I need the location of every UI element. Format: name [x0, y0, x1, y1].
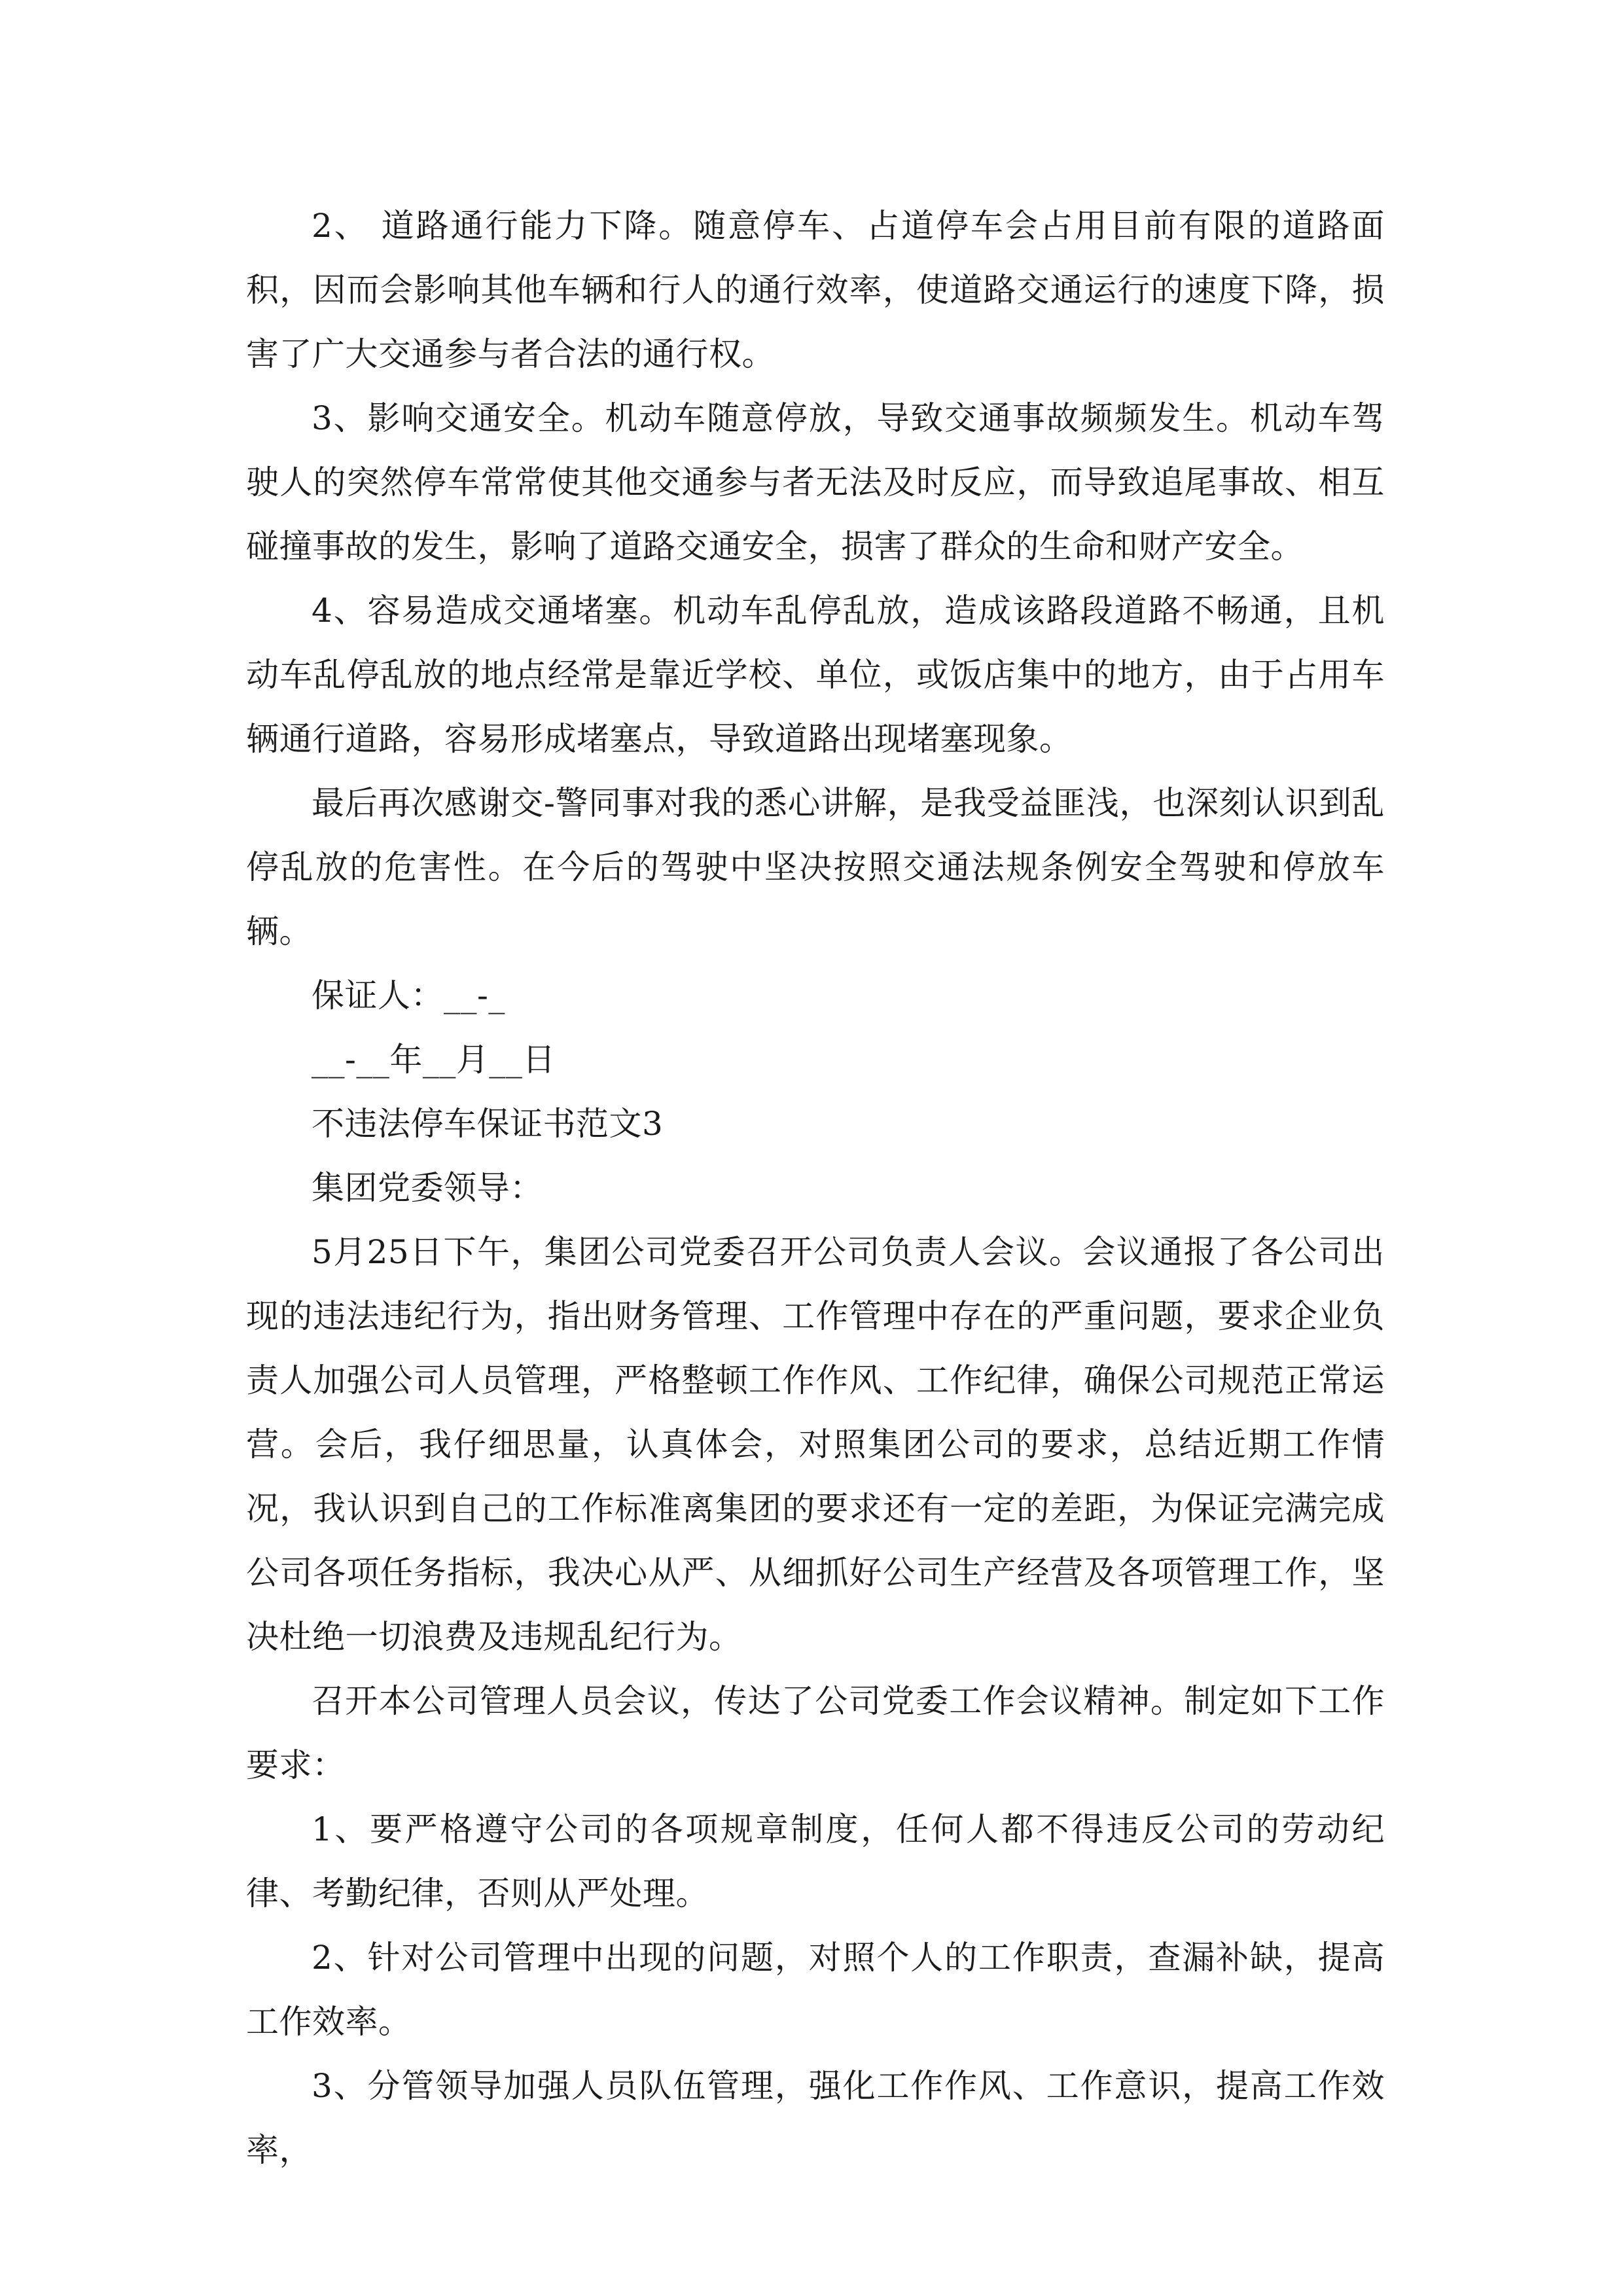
paragraph-meeting: 5月25日下午，集团公司党委召开公司负责人会议。会议通报了各公司出现的违法违纪行为，指出财务管理、工作管理中存在的严重问题，要求企业负责人加强公司人员管理，严格整顿工作作风、工作纪律，确保公司规范正常运营。会后，我仔细思量，认真体会，对照集团公司的要求，总结近期工作情况，我认识到自己的工作标准离集团的要求还有一定的差距，为保证完满完成公司各项任务指标，我决心从严、从细抓好公司生产经营及各项管理工作，坚决杜绝一切浪费及违规乱纪行为。 — [246, 1233, 1385, 1656]
salutation: 集团党委领导： — [312, 1169, 543, 1207]
paragraph-traffic-safety: 3、影响交通安全。机动车随意停放，导致交通事故频频发生。机动车驾驶人的突然停车常常使其他交通参与者无法及时反应，而导致追尾事故、相互碰撞事故的发生，影响了道路交通安全，损害了群众的生命和财产安全。 — [246, 399, 1385, 565]
section-title: 不违法停车保证书范文3 — [312, 1105, 664, 1143]
paragraph-traffic-congestion: 4、容易造成交通堵塞。机动车乱停乱放，造成该路段道路不畅通，且机动车乱停乱放的地点经常是靠近学校、单位，或饭店集中的地方，由于占用车辆通行道路，容易形成堵塞点，导致道路出现堵塞现象。 — [246, 592, 1385, 758]
paragraph-staff-meeting: 召开本公司管理人员会议，传达了公司党委工作会议精神。制定如下工作要求： — [246, 1682, 1385, 1784]
document-body — [246, 194, 1385, 2182]
requirement-item-3: 3、分管领导加强人员队伍管理，强化工作作风、工作意识，提高工作效率， — [246, 2067, 1385, 2169]
requirement-item-1: 1、要严格遵守公司的各项规章制度，任何人都不得违反公司的劳动纪律、考勤纪律，否则从严处理。 — [246, 1810, 1385, 1912]
requirement-item-2: 2、针对公司管理中出现的问题，对照个人的工作职责，查漏补缺，提高工作效率。 — [246, 1939, 1385, 2041]
paragraph-road-capacity: 2、 道路通行能力下降。随意停车、占道停车会占用目前有限的道路面积，因而会影响其他车辆和行人的通行效率，使道路交通运行的速度下降，损害了广大交通参与者合法的通行权。 — [246, 207, 1385, 373]
date-line: __-__年__月__日 — [312, 1041, 556, 1079]
paragraph-closing-thanks: 最后再次感谢交-警同事对我的悉心讲解，是我受益匪浅，也深刻认识到乱停乱放的危害性。在今后的驾驶中坚决按照交通法规条例安全驾驶和停放车辆。 — [246, 784, 1385, 950]
guarantor-line: 保证人：__-_ — [312, 977, 505, 1014]
